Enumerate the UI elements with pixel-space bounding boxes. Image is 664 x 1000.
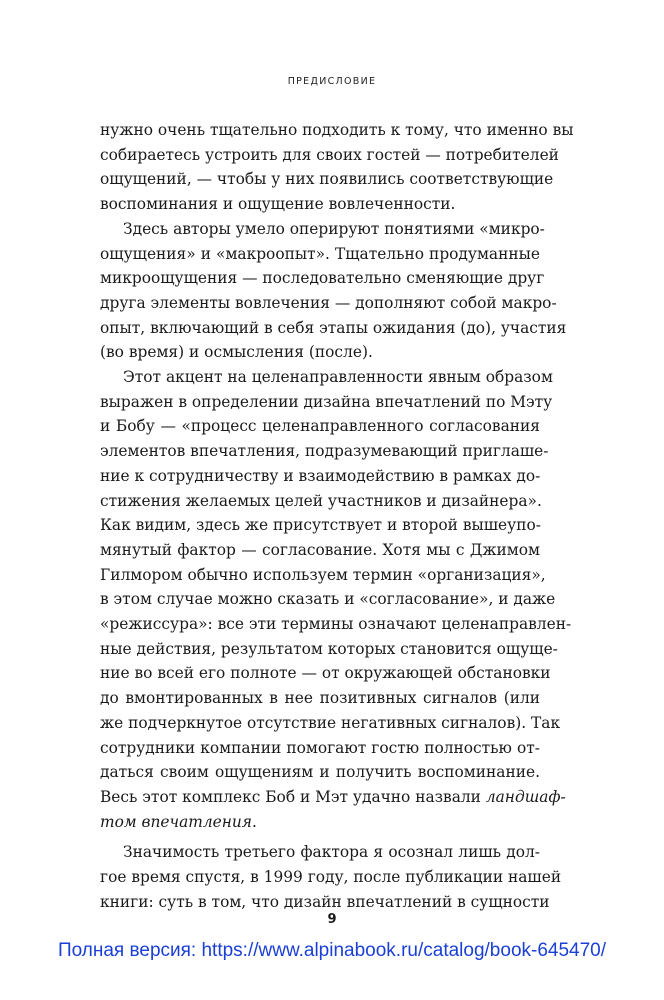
text-line: ные действия, результатом которых становится ощуще- (100, 639, 558, 658)
text-line: «режиссура»: все эти термины означают целенаправлен- (100, 615, 572, 634)
text-segment: . (251, 812, 257, 831)
text-line: Этот акцент на целенаправленности явным образом (123, 368, 553, 387)
text-line: сотрудники компании помогают гостю полностью от- (100, 738, 540, 757)
text-segment: Весь этот комплекс Боб и Мэт удачно назвали (100, 787, 481, 806)
text-line: выражен в определении дизайна впечатлений по Мэту (100, 392, 553, 411)
page-number: 9 (327, 912, 337, 927)
text-line: элементов впечатления, подразумевающий приглаше- (100, 442, 549, 461)
text-line: ощущения» и «макроопыт». Тщательно продуманные (100, 244, 540, 263)
text-line: же подчеркнутое отсутствие негативных сигналов). Так (100, 713, 561, 732)
text-line: мянутый фактор — согласование. Хотя мы с Джимом (100, 540, 540, 559)
text-line: ние во всей его полноте — от окружающей обстановки (100, 664, 551, 683)
text-line: книги: суть в том, что дизайн впечатлений в сущности (100, 892, 550, 911)
italic-term: ландшаф- (485, 787, 566, 806)
text-line: собираетесь устроить для своих гостей — потребителей (100, 145, 559, 164)
text-line: опыт, включающий в себя этапы ожидания (до), участия (100, 318, 567, 337)
full-version-link[interactable]: Полная версия: https://www.alpinabook.ru/catalog/book-645470/ (57, 940, 607, 961)
body-text (100, 118, 574, 915)
text-line: гое время спустя, в 1999 году, после публикации нашей (100, 868, 562, 887)
text-line: (во время) и осмысления (после). (100, 343, 373, 362)
text-line: микроощущения — последовательно сменяющие друг (100, 269, 545, 288)
text-line: друга элементы вовлечения — дополняют собой макро- (100, 293, 557, 312)
text-line: нужно очень тщательно подходить к тому, что именно вы (100, 121, 574, 139)
text-line: стижения желаемых целей участников и дизайнера». (100, 491, 542, 510)
text-line: и Бобу — «процесс целенаправленного согласования (100, 417, 540, 436)
text-line: ощущений, — чтобы у них появились соответствующие (100, 170, 554, 189)
text-line (100, 810, 540, 835)
text-line: воспоминания и ощущение вовлеченности. (100, 195, 456, 214)
italic-term: том впечатления (100, 812, 252, 831)
running-header: ПРЕДИСЛОВИЕ (287, 76, 377, 87)
text-line: Здесь авторы умело оперируют понятиями «микро- (123, 219, 545, 238)
text-line: в этом случае можно сказать и «согласование», и даже (100, 590, 556, 609)
text-line: ние к сотрудничеству и взаимодействию в рамках до- (100, 466, 541, 485)
text-line: Значимость третьего фактора я осознал лишь дол- (123, 843, 540, 862)
text-line: до вмонтированных в нее позитивных сигналов (или (100, 689, 540, 708)
text-line: даться своим ощущениям и получить воспоминание. (100, 763, 540, 782)
text-line: Как видим, здесь же присутствует и второй вышеупо- (100, 516, 541, 535)
text-line (100, 785, 566, 810)
text-line: Гилмором обычно используем термин «организация», (100, 565, 546, 584)
